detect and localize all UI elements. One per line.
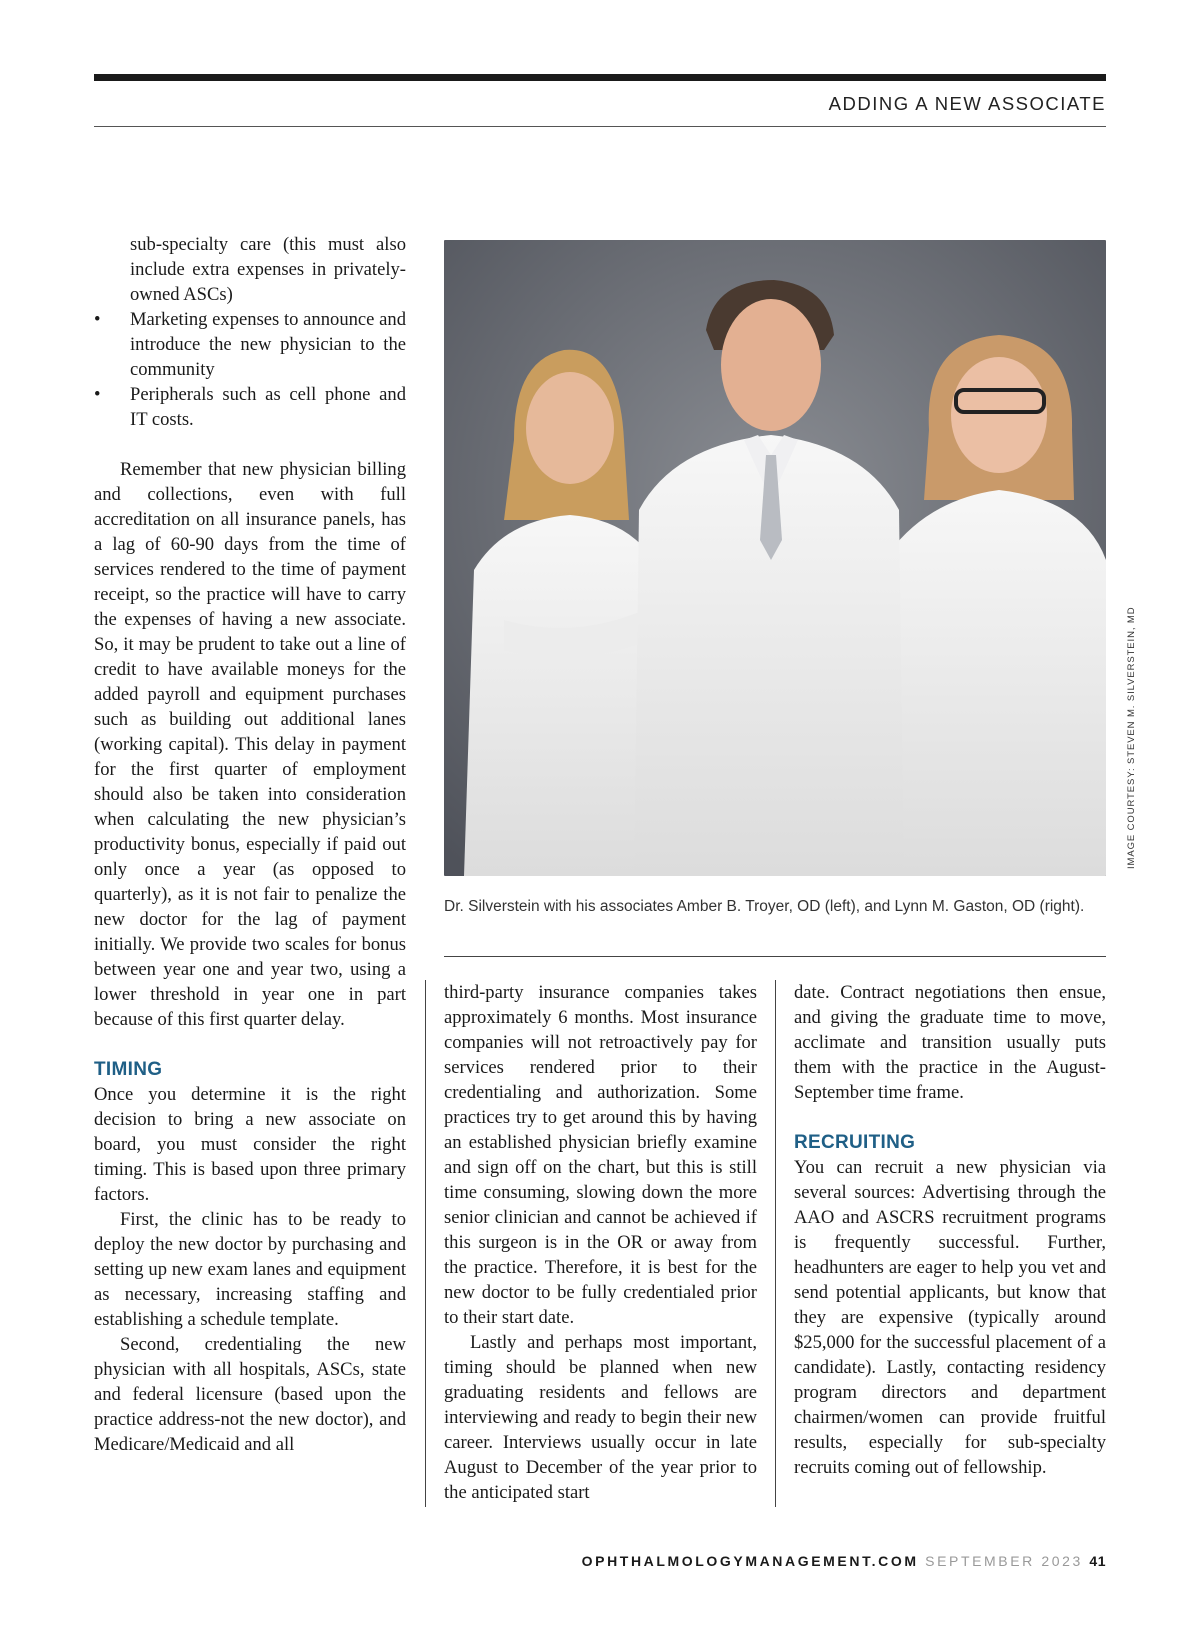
subhead-recruiting: RECRUITING — [794, 1132, 916, 1153]
bullet-continuation: sub-specialty care (this must also include extra expenses in privately-owned ASCs) — [130, 234, 406, 305]
bullet-item — [94, 307, 406, 382]
column-1 — [94, 232, 406, 1457]
photo-credit: IMAGE COURTESY: STEVEN M. SILVERSTEIN, MD — [1126, 606, 1137, 869]
subhead-timing: TIMING — [94, 1059, 163, 1080]
footer-date: SEPTEMBER 2023 — [925, 1553, 1083, 1569]
bullet-icon: • — [94, 384, 101, 405]
paragraph: Once you determine it is the right decision to bring a new associate on board, you must consider the right timing. This is based upon three primary factors. — [94, 1084, 406, 1205]
photo-caption: Dr. Silverstein with his associates Amber B. Troyer, OD (left), and Lynn M. Gaston, OD (right). — [444, 898, 1085, 915]
footer-site: OPHTHALMOLOGYMANAGEMENT.COM — [581, 1553, 919, 1569]
bullet-list — [94, 307, 406, 432]
bullet-text: Marketing expenses to announce and introduce the new physician to the community — [130, 309, 406, 380]
paragraph: Second, credentialing the new physician with all hospitals, ASCs, state and federal licensure (based upon the practice address-not the new doctor), and Medicare/Medicaid and all — [94, 1334, 406, 1455]
bullet-icon: • — [94, 309, 101, 330]
column-divider — [425, 980, 426, 1507]
paragraph: First, the clinic has to be ready to deploy the new doctor by purchasing and setting up new exam lanes and equipment as necessary, increasing staffing and establishing a schedule template. — [94, 1209, 406, 1330]
paragraph: Remember that new physician billing and collections, even with full accreditation on all insurance panels, has a lag of 60-90 days from the time of services rendered to the time of payment receipt, so the practice will have to carry the expenses of having a new associate. So, it may be prudent to take out a line of credit to have available moneys for the added payroll and equipment purchases such as building out additional lanes (working capital). This delay in payment for the first quarter of employment should also be taken into consideration when calculating the new physician’s productivity bonus, especially if paid out only once a year (as opposed to quarterly), as it is not fair to penalize the new doctor for the lag of payment initially. We provide two scales for bonus between year one and year two, using a lower threshold in year one in part because of this first quarter delay. — [94, 459, 406, 1030]
column-divider — [775, 980, 776, 1507]
header-rule — [94, 74, 1106, 81]
section-title: ADDING A NEW ASSOCIATE — [828, 93, 1106, 114]
bullet-text: Peripherals such as cell phone and IT costs. — [130, 384, 406, 430]
header-underline — [94, 126, 1106, 127]
column-2 — [444, 980, 757, 1505]
column-3 — [794, 980, 1106, 1480]
bullet-item — [94, 382, 406, 432]
paragraph: You can recruit a new physician via several sources: Advertising through the AAO and ASCRS recruitment programs is frequently successful. Further, headhunters are eager to help you vet and send potential applicants, but know that they are expensive (typically around $25,000 for the successful placement of a candidate). Lastly, contacting residency program directors and department chairmen/women can provide fruitful results, especially for sub-specialty recruits coming out of fellowship. — [794, 1157, 1106, 1478]
paragraph: third-party insurance companies takes approximately 6 months. Most insurance companies will not retroactively pay for services rendered prior to their credentialing and authorization. Some practices try to get around this by having an established physician briefly examine and sign off on the chart, but this is still time consuming, slowing down the more senior clinician and cannot be achieved if this surgeon is in the OR or away from the practice. Therefore, it is best for the new doctor to be fully credentialed prior to their start date. — [444, 982, 757, 1328]
page-footer — [582, 1553, 1106, 1569]
paragraph: date. Contract negotiations then ensue, and giving the graduate time to move, acclimate and transition usually puts them with the practice in the August-September time frame. — [794, 982, 1106, 1103]
associates-photo — [444, 240, 1106, 876]
page-number: 41 — [1089, 1553, 1106, 1569]
caption-rule — [444, 956, 1106, 957]
paragraph: Lastly and perhaps most important, timing should be planned when new graduating residents and fellows are interviewing and ready to begin their new career. Interviews usually occur in late August to December of the year prior to the anticipated start — [444, 1332, 757, 1503]
